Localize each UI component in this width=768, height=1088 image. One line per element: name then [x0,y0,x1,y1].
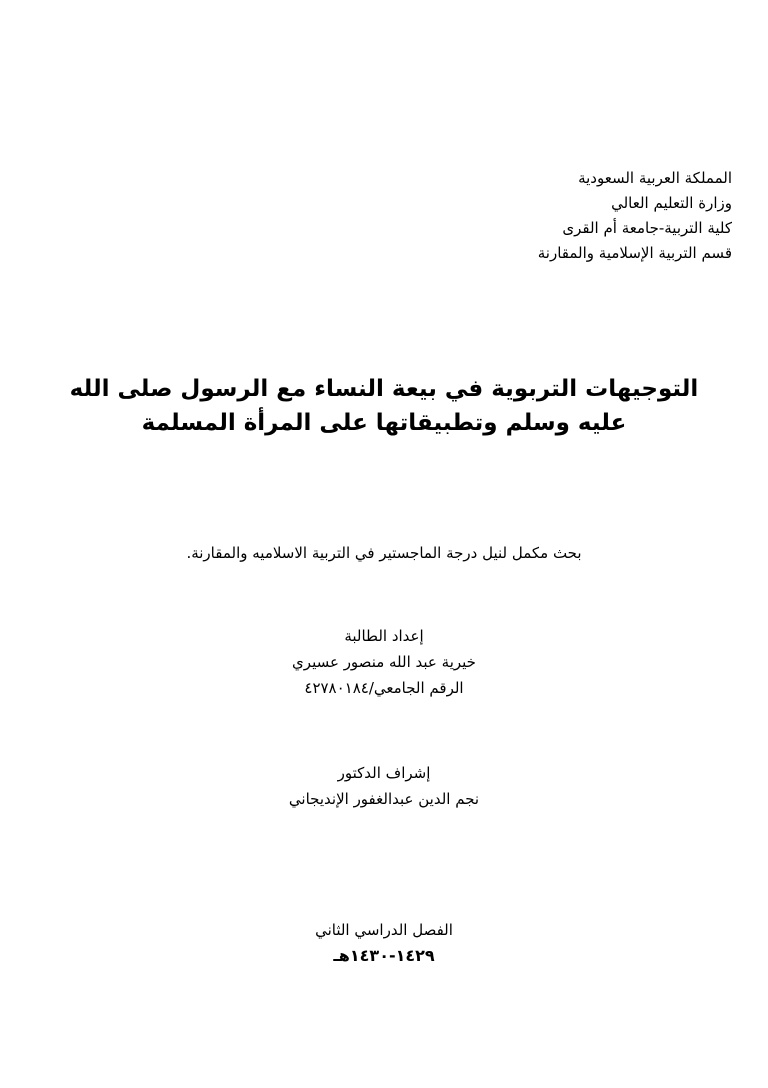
semester-block [40,918,728,968]
supervisor-name: نجم الدين عبدالغفور الإنديجاني [288,790,480,808]
semester-label: الفصل الدراسي الثاني [315,921,453,939]
supervisor-block [40,760,728,812]
student-id: الرقم الجامعي/٤٢٧٨٠١٨٤ [304,679,464,697]
supervisor-label: إشراف الدكتور [337,764,431,782]
thesis-title [40,372,728,440]
thesis-title-line-2: عليه وسلم وتطبيقاتها على المرأة المسلمة [141,410,627,436]
ministry-name: وزارة التعليم العالي [611,194,732,212]
country-name: المملكة العربية السعودية [578,169,732,187]
thesis-purpose: بحث مكمل لنيل درجة الماجستير في التربية الاسلاميه والمقارنة. [186,544,582,562]
institution-header [312,166,732,266]
academic-year: ١٤٢٩-١٤٣٠هـ [333,946,435,965]
student-block [40,623,728,701]
thesis-title-line-1: التوجيهات التربوية في بيعة النساء مع الرسول صلى الله [69,376,699,402]
college-name: كلية التربية-جامعة أم القرى [562,219,732,237]
student-label: إعداد الطالبة [344,627,424,645]
student-name: خيرية عبد الله منصور عسيري [292,653,476,671]
department-name: قسم التربية الإسلامية والمقارنة [537,244,732,262]
